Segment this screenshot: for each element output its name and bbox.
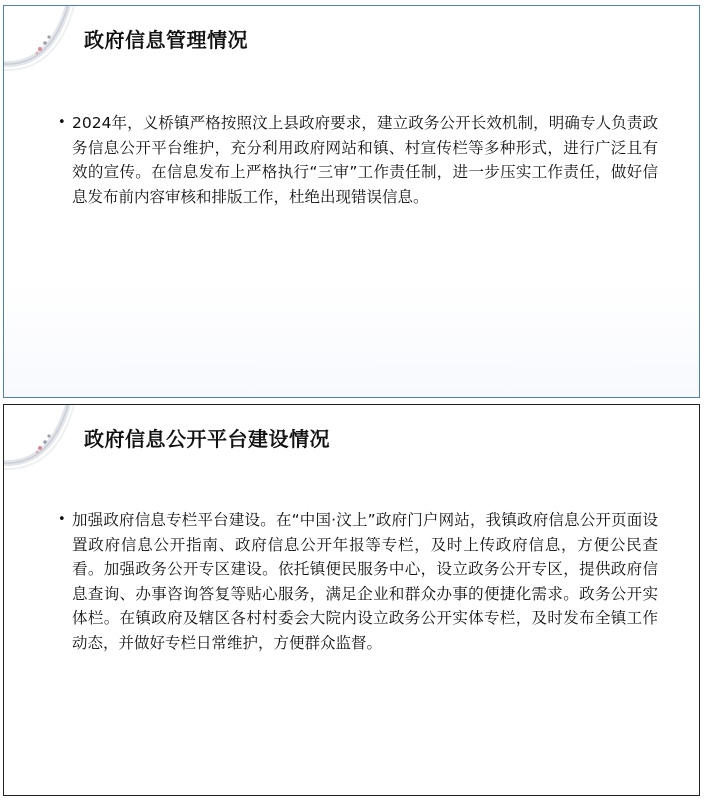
bullet-marker: •	[58, 512, 66, 527]
slide-title: 政府信息公开平台建设情况	[84, 427, 330, 451]
slide-government-info-management	[3, 5, 700, 398]
bullet-marker: •	[58, 115, 66, 130]
bullet-text: 2024年，义桥镇严格按照汶上县政府要求，建立政务公开长效机制，明确专人负责政务信息公开平台维护，充分利用政府网站和镇、村宣传栏等多种形式，进行广泛且有效的宣传。在信息发布上严格执行“三审”工作责任制，进一步压实工作责任，做好信息发布前内容审核和排版工作，杜绝出现错误信息。	[72, 114, 658, 206]
bullet-text: 加强政府信息专栏平台建设。在“中国·汶上”政府门户网站，我镇政府信息公开页面设置政府信息公开指南、政府信息公开年报等专栏，及时上传政府信息，方便公民查看。加强政务公开专区建设。依托镇便民服务中心，设立政务公开专区，提供政府信息查询、办事咨询答复等贴心服务，满足企业和群众办事的便捷化需求。政务公开实体栏。在镇政府及辖区各村村委会大院内设立政务公开实体专栏，及时发布全镇工作动态，并做好专栏日常维护，方便群众监督。	[72, 511, 658, 652]
corner-arc-decoration	[4, 405, 84, 477]
bullet-paragraph	[58, 111, 658, 209]
slide-platform-construction	[3, 404, 700, 796]
slide-title: 政府信息管理情况	[84, 28, 248, 52]
bullet-paragraph	[58, 508, 658, 655]
corner-arc-decoration	[4, 6, 84, 78]
